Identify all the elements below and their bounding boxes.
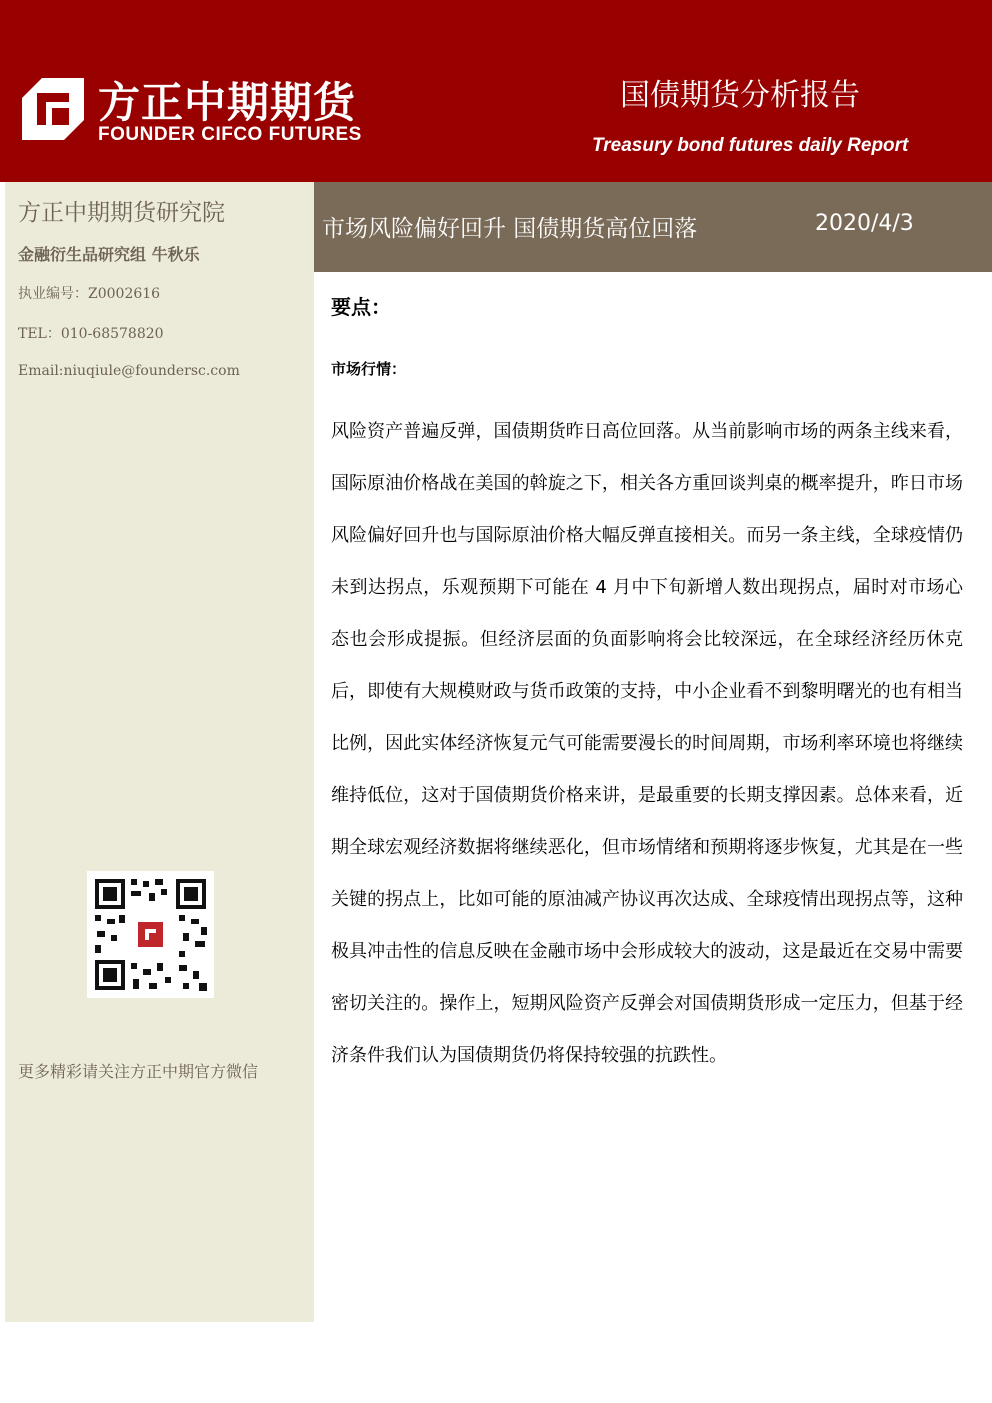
- logo-english-name: FOUNDER CIFCO FUTURES: [98, 124, 362, 145]
- report-type-title: 国债期货分析报告: [620, 78, 860, 113]
- email-address: Email:niuqiule@foundersc.com: [18, 363, 240, 379]
- wechat-follow-note: 更多精彩请关注方正中期官方微信: [18, 1062, 259, 1081]
- logo-chinese-name: 方正中期期货: [98, 78, 357, 127]
- market-section-heading: 市场行情：: [331, 360, 407, 378]
- report-type-subtitle: Treasury bond futures daily Report: [592, 135, 909, 156]
- telephone: TEL：010-68578820: [18, 326, 164, 342]
- market-commentary-paragraph: 风险资产普遍反弹，国债期货昨日高位回落。从当前影响市场的两条主线来看，国际原油价格战在美国的斡旋之下，相关各方重回谈判桌的概率提升，昨日市场风险偏好回升也与国际原油价格大幅反弹直接相关。而另一条主线，全球疫情仍未到达拐点，乐观预期下可能在 4 月中下旬新增人数出现拐点，届时对市场心态也会形成提振。但经济层面的负面影响将会比较深远，在全球经济经历休克后，即使有大规模财政与货币政策的支持，中小企业看不到黎明曙光的也有相当比例，因此实体经济恢复元气可能需要漫长的时间周期，市场利率环境也将继续维持低位，这对于国债期货价格来讲，是最重要的长期支撑因素。总体来看，近期全球宏观经济数据将继续恶化，但市场情绪和预期将逐步恢复，尤其是在一些关键的拐点上，比如可能的原油减产协议再次达成、全球疫情出现拐点等，这种极具冲击性的信息反映在金融市场中会形成较大的波动，这是最近在交易中需要密切关注的。操作上，短期风险资产反弹会对国债期货形成一定压力，但基于经济条件我们认为国债期货仍将保持较强的抗跌性。: [331, 421, 963, 1066]
- sidebar-panel: [5, 182, 314, 1322]
- license-number: 执业编号：Z0002616: [18, 286, 161, 302]
- report-date: 2020/4/3: [815, 211, 914, 236]
- wechat-qr-code-icon: [87, 871, 214, 998]
- institute-name: 方正中期期货研究院: [18, 200, 225, 226]
- report-headline: 市场风险偏好回升 国债期货高位回落: [322, 216, 698, 242]
- keypoints-heading: 要点：: [331, 295, 391, 319]
- author-group: 金融衍生品研究组 牛秋乐: [18, 245, 200, 264]
- founder-logo-icon: [22, 78, 84, 140]
